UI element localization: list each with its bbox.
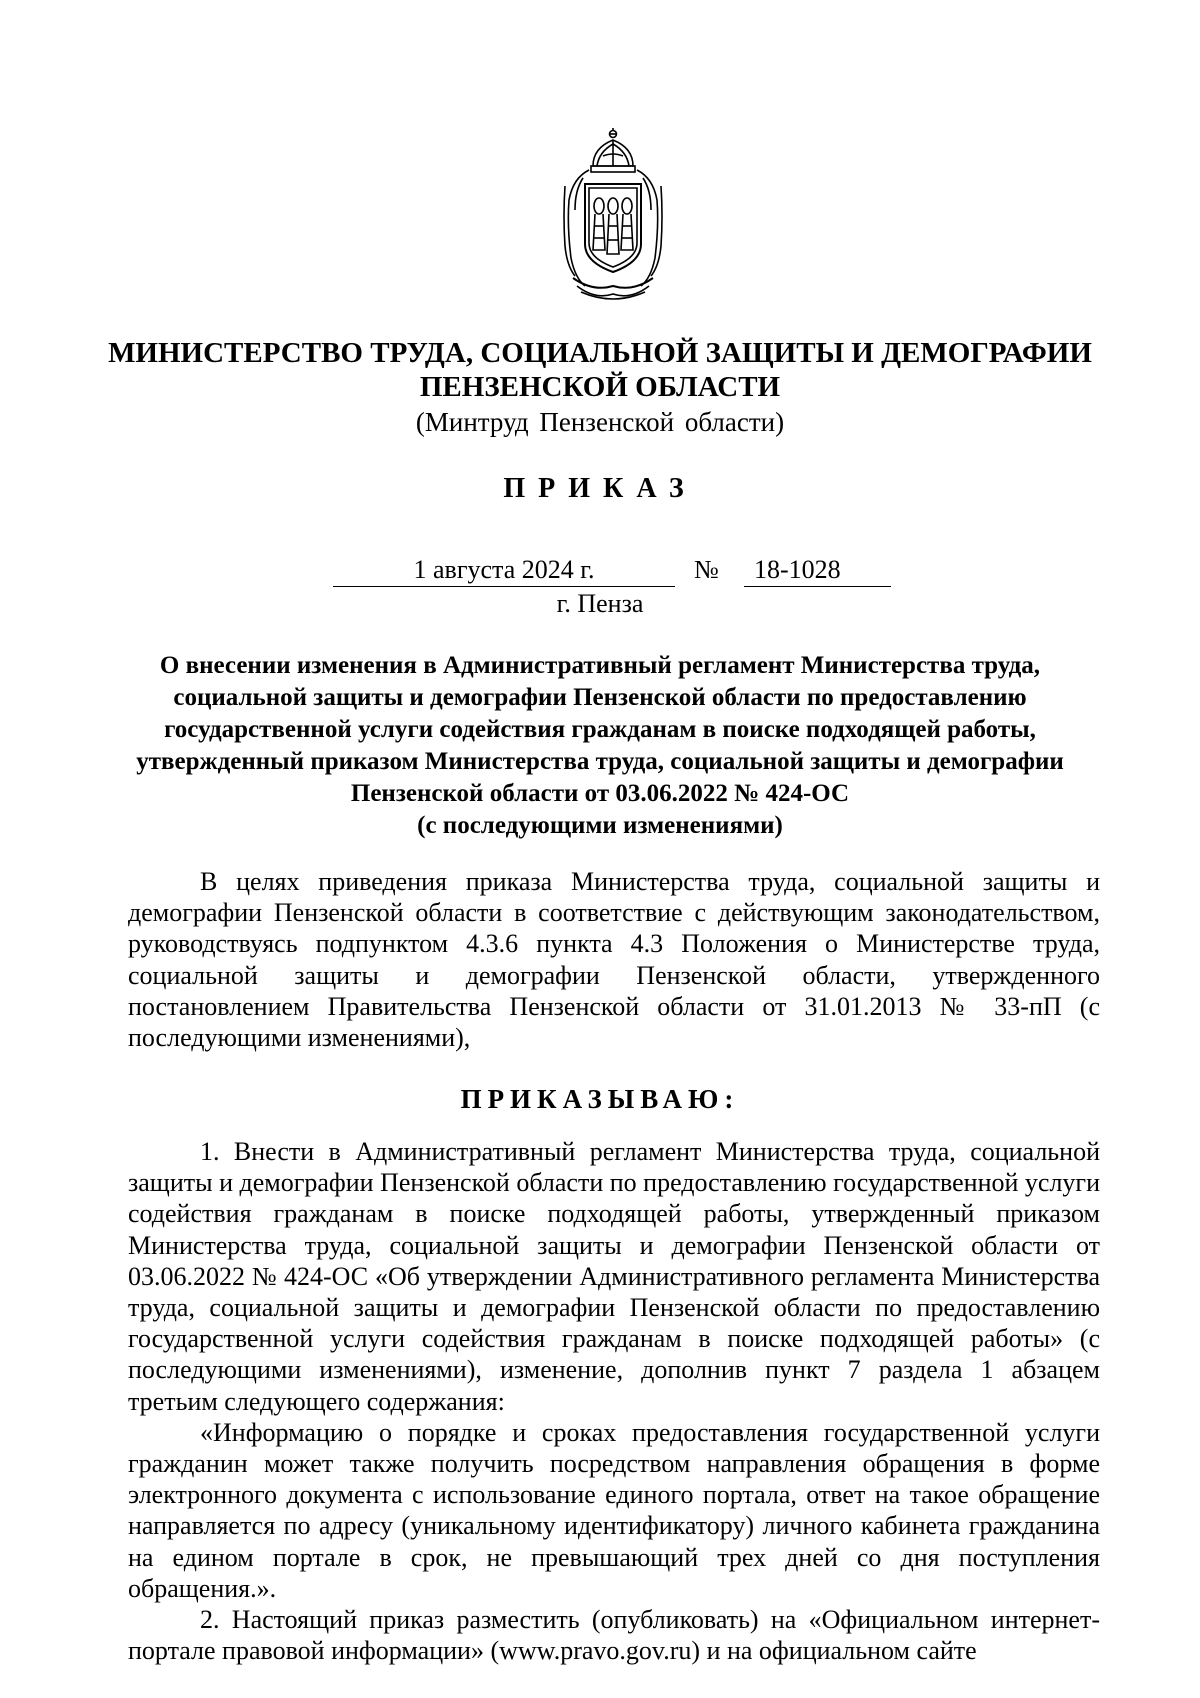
order-item-2: 2. Настоящий приказ разместить (опубликовать) на «Официальном интернет-портале правовой информации» (www.pravo.gov.ru) и на официальном сайте (128, 1605, 1100, 1666)
document-city: г. Пенза (556, 589, 644, 618)
subject-line: (с последующими изменениями) (417, 812, 783, 839)
subject-line: государственной услуги содействия гражданам в поиске подходящей работы, (164, 716, 1036, 743)
order-item-1: 1. Внести в Административный регламент Министерства труда, социальной защиты и демографии Пензенской области по предоставлению государственной услуги содействия гражданам в поиске подходящей работы, утвержденный приказом Министерства труда, социальной защиты и демографии Пензенской области от 03.06.2022 № 424-ОС «Об утверждении Административного регламента Министерства труда, социальной защиты и демографии Пензенской области по предоставлению государственной услуги содействия гражданам в поиске подходящей работы» (с последующими изменениями), изменение, дополнив пункт 7 раздела 1 абзацем третьим следующего содержания: (128, 1137, 1100, 1416)
order-body (128, 1136, 1100, 1666)
ministry-name-line1: МИНИСТЕРСТВО ТРУДА, СОЦИАЛЬНОЙ ЗАЩИТЫ И ДЕМОГРАФИИ (108, 337, 1092, 369)
document-date: 1 августа 2024 г. (333, 554, 675, 587)
document-type: ПРИКАЗ (503, 473, 697, 504)
subject-line: социальной защиты и демографии Пензенской области по предоставлению (173, 684, 1027, 711)
coat-of-arms-icon (559, 126, 667, 304)
number-sign: № (694, 555, 719, 584)
document-subject (130, 650, 1070, 842)
ministry-short-name: (Минтруд Пензенской области) (415, 407, 785, 437)
quoted-insertion: «Информацию о порядке и сроках предоставления государственной услуги гражданин может также получить посредством направления обращения в форме электронного документа с использование единого портала, ответ на такое обращение направляется по адресу (уникальному идентификатору) личного кабинета гражданина на едином портале в срок, не превышающий трех дней со дня поступления обращения.». (128, 1417, 1100, 1603)
order-word: ПРИКАЗЫВАЮ: (460, 1084, 740, 1114)
preamble-paragraph: В целях приведения приказа Министерства труда, социальной защиты и демографии Пензенской области в соответствие с действующим законодательством, руководствуясь подпунктом 4.3.6 пункта 4.3 Положения о Министерстве труда, социальной защиты и демографии Пензенской области, утвержденного постановлением Правительства Пензенской области от 31.01.2013 № 33-пП (с последующими изменениями), (128, 867, 1100, 1053)
subject-line: утвержденный приказом Министерства труда, социальной защиты и демографии (136, 748, 1064, 775)
subject-line: О внесении изменения в Административный регламент Министерства труда, (159, 652, 1041, 679)
subject-line: Пензенской области от 03.06.2022 № 424-ОС (350, 780, 850, 807)
document-number: 18-1028 (744, 554, 891, 587)
preamble (128, 866, 1100, 1053)
ministry-name-line2: ПЕНЗЕНСКОЙ ОБЛАСТИ (419, 371, 781, 403)
